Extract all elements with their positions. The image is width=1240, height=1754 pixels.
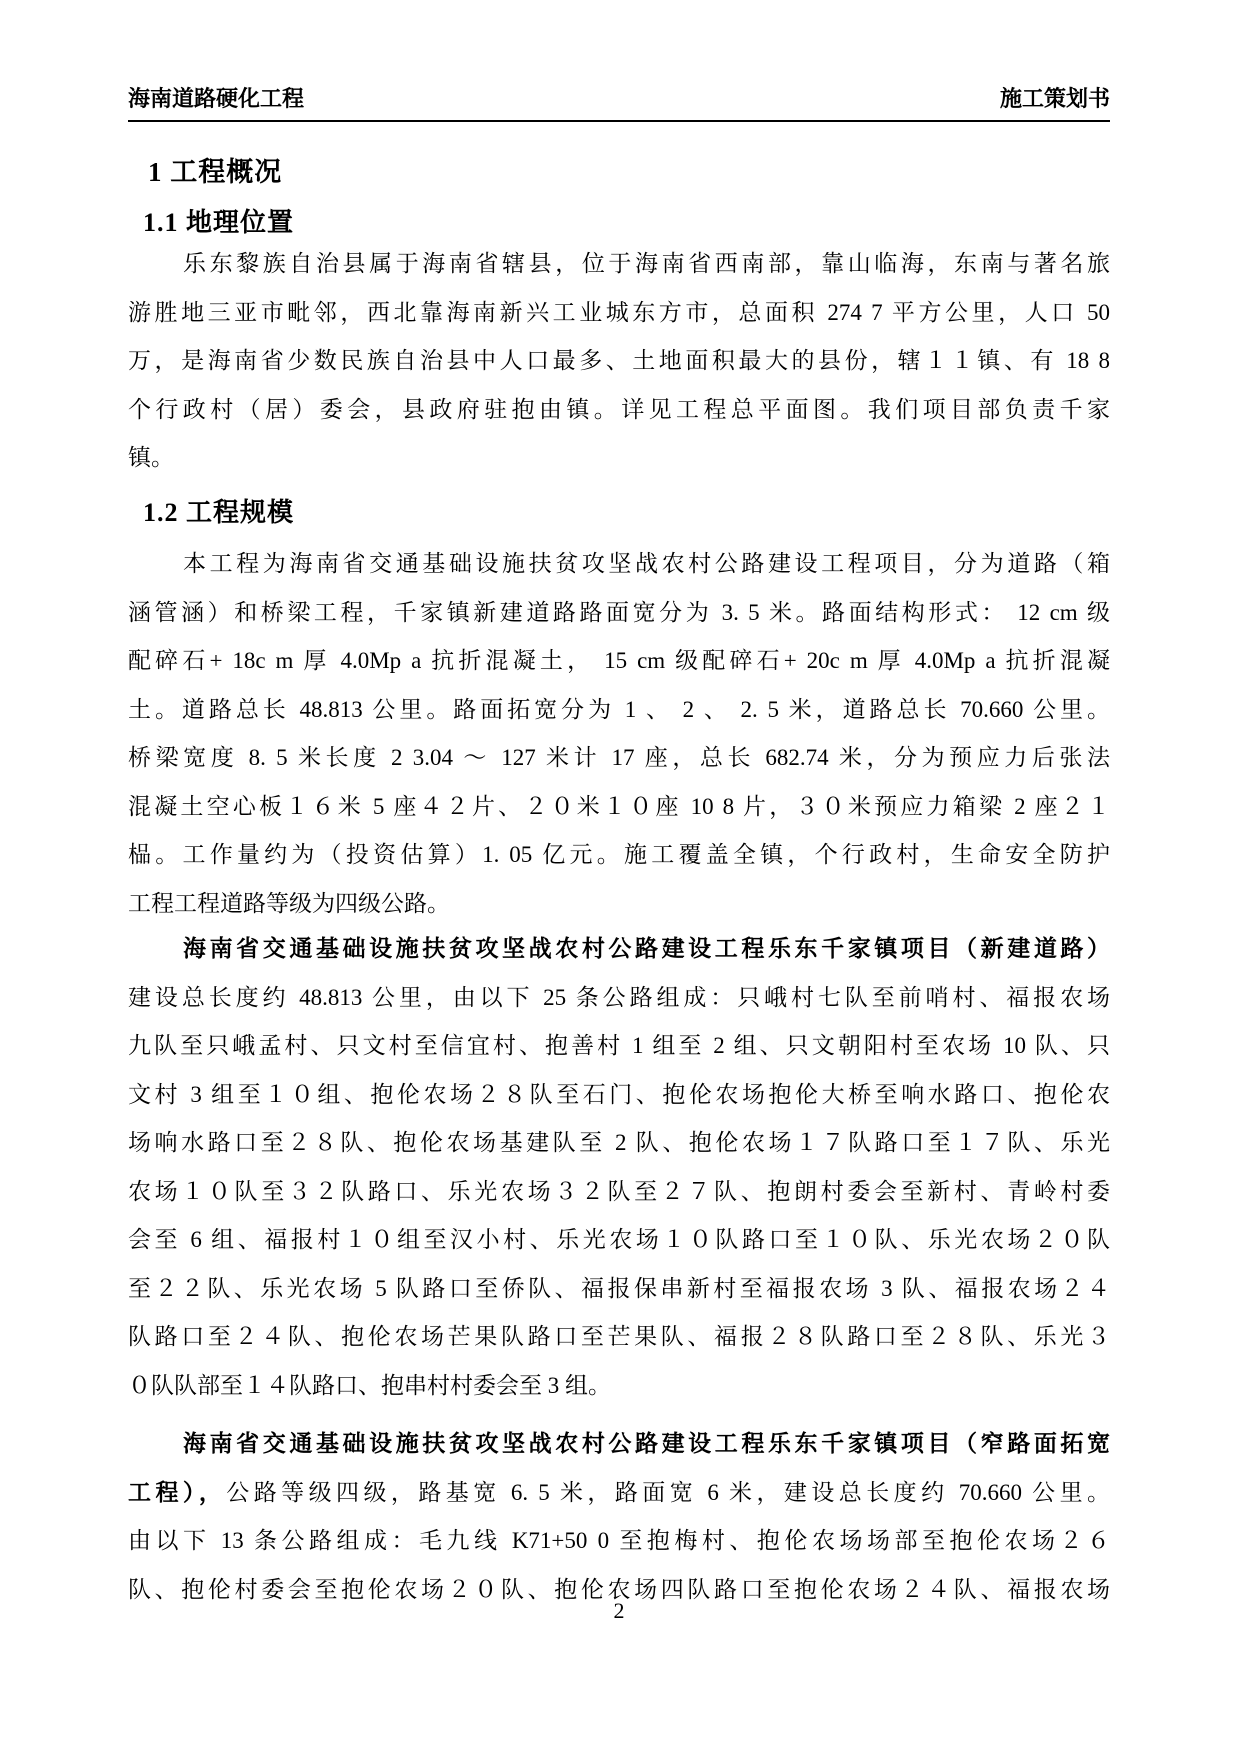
- paragraph: [128, 1420, 1110, 1614]
- text-line: 涵管涵）和桥梁工程，千家镇新建道路路面宽分为 3. 5 米。路面结构形式： 12 cm 级: [128, 599, 1110, 625]
- text-line: 海南省交通基础设施扶贫攻坚战农村公路建设工程乐东千家镇项目（新建道路）: [183, 936, 1110, 961]
- text-line: 工程），公路等级四级，路基宽 6. 5 米，路面宽 6 米，建设总长度约 70.660 公里。: [128, 1479, 1110, 1505]
- page-number: 2: [613, 1598, 625, 1623]
- text-line: 建设总长度约 48.813 公里，由以下 25 条公路组成：只峨村七队至前哨村、福报农场: [128, 984, 1110, 1010]
- section-heading: 1.1 地理位置: [143, 208, 295, 237]
- text-line: 万，是海南省少数民族自治县中人口最多、土地面积最大的县份，辖１１镇、有 18 8: [128, 348, 1110, 373]
- text-line: 队路口至２４队、抱伦农场芒果队路口至芒果队、福报２８队路口至２８队、乐光３: [128, 1324, 1110, 1349]
- text-line: 农场１０队至３２队路口、乐光农场３２队至２７队、抱朗村委会至新村、青岭村委: [128, 1178, 1110, 1204]
- text-line: 土。道路总长 48.813 公里。路面拓宽分为 1 、 2 、 2. 5 米，道路总长 70.660 公里。: [128, 696, 1110, 722]
- text-line: 工程工程道路等级为四级公路。: [128, 890, 450, 916]
- text-line: 场响水路口至２８队、抱伦农场基建队至 2 队、抱伦农场１７队路口至１７队、乐光: [128, 1130, 1110, 1155]
- page-footer: [128, 1596, 1110, 1626]
- text-line: 混凝土空心板１６米 5 座４２片、２０米１０座 10 8 片，３０米预应力箱梁 2 座２１: [128, 793, 1110, 819]
- text-line: 榀。工作量约为（投资估算）1. 05 亿元。施工覆盖全镇，个行政村，生命安全防护: [128, 842, 1110, 867]
- text-line: 桥梁宽度 8. 5 米长度 2 3.04 ～ 127 米计 17 座，总长 682.74 米，分为预应力后张法: [128, 745, 1110, 770]
- text-line: 文村 3 组至１０组、抱伦农场２８队至石门、抱伦农场抱伦大桥至响水路口、抱伦农: [128, 1081, 1110, 1107]
- paragraph: [128, 240, 1110, 483]
- text-line: 海南省交通基础设施扶贫攻坚战农村公路建设工程乐东千家镇项目（窄路面拓宽: [183, 1431, 1110, 1456]
- text-line: 乐东黎族自治县属于海南省辖县，位于海南省西南部，靠山临海，东南与著名旅: [183, 251, 1110, 276]
- text-line: 个行政村（居）委会，县政府驻抱由镇。详见工程总平面图。我们项目部负责千家: [128, 396, 1110, 422]
- text-line: 九队至只峨孟村、只文村至信宜村、抱善村 1 组至 2 组、只文朝阳村至农场 10 队、只: [128, 1033, 1110, 1058]
- text-line: 镇。: [128, 445, 174, 470]
- text-line: 配碎石+ 18c m 厚 4.0Mp a 抗折混凝土， 15 cm 级配碎石+ 20c m 厚 4.0Mp a 抗折混凝: [128, 648, 1110, 673]
- text-line: 队、抱伦村委会至抱伦农场２０队、抱伦农场四队路口至抱伦农场２４队、福报农场: [128, 1576, 1110, 1602]
- text-line: ０队队部至１４队路口、抱串村村委会至 3 组。: [128, 1372, 611, 1398]
- text-line: 会至 6 组、福报村１０组至汉小村、乐光农场１０队路口至１０队、乐光农场２０队: [128, 1227, 1110, 1252]
- text-line: 游胜地三亚市毗邻，西北靠海南新兴工业城东方市，总面积 274 7 平方公里，人口 50: [128, 299, 1110, 325]
- paragraph: [128, 540, 1110, 928]
- page-header: [128, 85, 1110, 122]
- text-line: 由以下 13 条公路组成：毛九线 K71+50 0 至抱梅村、抱伦农场场部至抱伦农场２６: [128, 1528, 1110, 1553]
- paragraph: [128, 925, 1110, 1410]
- text-line: 至２２队、乐光农场 5 队路口至侨队、福报保串新村至福报农场 3 队、福报农场２４: [128, 1275, 1110, 1301]
- text-line: 本工程为海南省交通基础设施扶贫攻坚战农村公路建设工程项目，分为道路（箱: [183, 551, 1110, 576]
- section-heading: 1 工程概况: [148, 157, 283, 187]
- header-left-title: 海南道路硬化工程: [128, 86, 305, 111]
- section-heading: 1.2 工程规模: [143, 498, 295, 527]
- header-right-title: 施工策划书: [999, 86, 1110, 111]
